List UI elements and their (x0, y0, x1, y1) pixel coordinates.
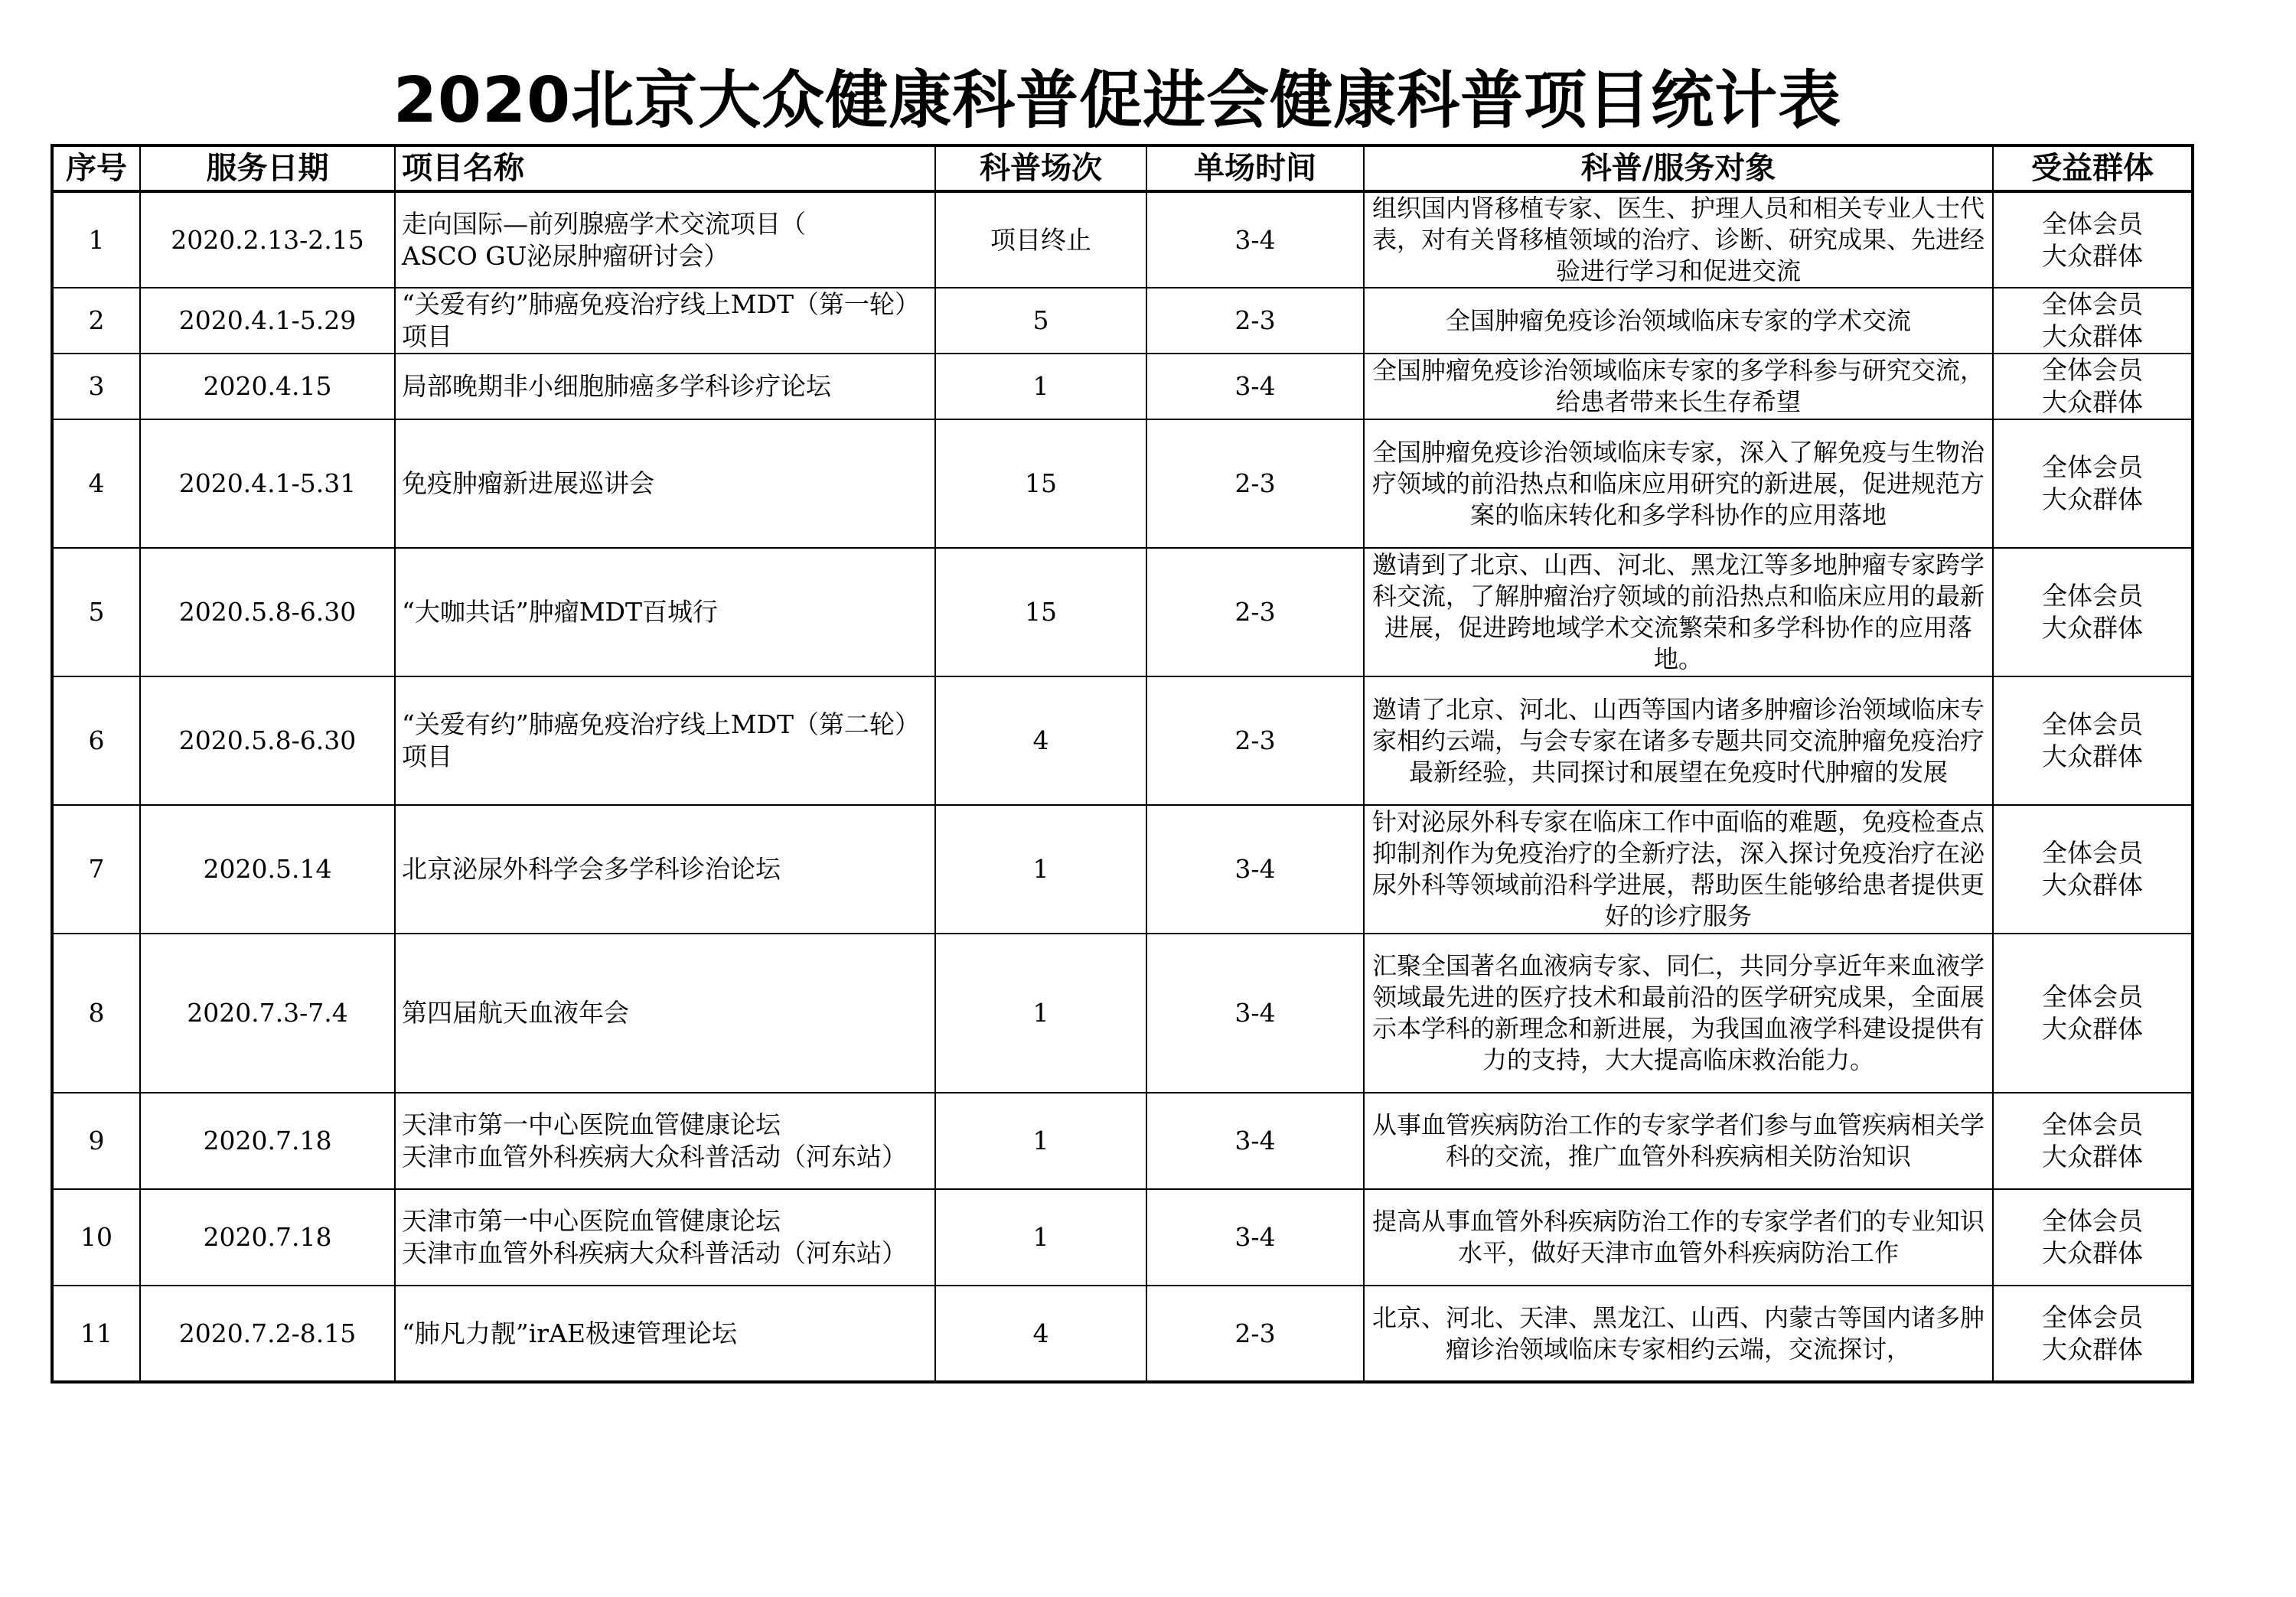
cell-beneficiary: 全体会员 大众群体 (1993, 419, 2193, 548)
cell-session-duration: 3-4 (1146, 1093, 1364, 1189)
cell-service-date: 2020.7.18 (140, 1189, 395, 1286)
cell-serial-no: 11 (52, 1286, 140, 1382)
cell-audience: 邀请了北京、河北、山西等国内诸多肿瘤诊治领域临床专家相约云端，与会专家在诸多专题共同交流肿瘤免疫治疗最新经验，共同探讨和展望在免疫时代肿瘤的发展 (1364, 676, 1993, 805)
header-beneficiary: 受益群体 (1993, 145, 2193, 191)
cell-serial-no: 7 (52, 805, 140, 934)
cell-project-name: 天津市第一中心医院血管健康论坛 天津市血管外科疾病大众科普活动（河东站） (395, 1093, 935, 1189)
cell-audience: 邀请到了北京、山西、河北、黑龙江等多地肿瘤专家跨学科交流，了解肿瘤治疗领域的前沿热点和临床应用的最新进展，促进跨地域学术交流繁荣和多学科协作的应用落地。 (1364, 548, 1993, 676)
cell-session-duration: 3-4 (1146, 191, 1364, 288)
cell-serial-no: 2 (52, 288, 140, 354)
cell-project-name: 天津市第一中心医院血管健康论坛 天津市血管外科疾病大众科普活动（河东站） (395, 1189, 935, 1286)
cell-serial-no: 1 (52, 191, 140, 288)
cell-service-date: 2020.5.8-6.30 (140, 548, 395, 676)
cell-service-date: 2020.4.1-5.31 (140, 419, 395, 548)
cell-beneficiary: 全体会员 大众群体 (1993, 1189, 2193, 1286)
cell-audience: 北京、河北、天津、黑龙江、山西、内蒙古等国内诸多肿瘤诊治领域临床专家相约云端，交流探讨， (1364, 1286, 1993, 1382)
table-header-row (52, 145, 2193, 191)
table-row (52, 191, 2193, 288)
header-service-date: 服务日期 (140, 145, 395, 191)
cell-beneficiary: 全体会员 大众群体 (1993, 548, 2193, 676)
table-row (52, 288, 2193, 354)
cell-service-date: 2020.5.14 (140, 805, 395, 934)
cell-serial-no: 6 (52, 676, 140, 805)
cell-beneficiary: 全体会员 大众群体 (1993, 676, 2193, 805)
cell-project-name: 局部晚期非小细胞肺癌多学科诊疗论坛 (395, 354, 935, 419)
cell-session-duration: 2-3 (1146, 676, 1364, 805)
table-row (52, 805, 2193, 934)
cell-project-name: “关爱有约”肺癌免疫治疗线上MDT（第一轮）项目 (395, 288, 935, 354)
cell-serial-no: 5 (52, 548, 140, 676)
cell-sessions: 1 (935, 354, 1146, 419)
cell-serial-no: 4 (52, 419, 140, 548)
header-serial-no: 序号 (52, 145, 140, 191)
cell-project-name: “肺凡力靓”irAE极速管理论坛 (395, 1286, 935, 1382)
cell-beneficiary: 全体会员 大众群体 (1993, 1286, 2193, 1382)
cell-audience: 全国肿瘤免疫诊治领域临床专家的学术交流 (1364, 288, 1993, 354)
cell-sessions: 15 (935, 419, 1146, 548)
cell-project-name: 走向国际—前列腺癌学术交流项目（ ASCO GU泌尿肿瘤研讨会） (395, 191, 935, 288)
page-title: 2020北京大众健康科普促进会健康科普项目统计表 (393, 64, 1842, 137)
cell-service-date: 2020.7.3-7.4 (140, 934, 395, 1093)
cell-audience: 全国肿瘤免疫诊治领域临床专家，深入了解免疫与生物治疗领域的前沿热点和临床应用研究的新进展，促进规范方案的临床转化和多学科协作的应用落地 (1364, 419, 1993, 548)
cell-serial-no: 3 (52, 354, 140, 419)
cell-beneficiary: 全体会员 大众群体 (1993, 934, 2193, 1093)
cell-serial-no: 8 (52, 934, 140, 1093)
cell-sessions: 4 (935, 676, 1146, 805)
cell-session-duration: 3-4 (1146, 934, 1364, 1093)
table-row (52, 1189, 2193, 1286)
cell-sessions: 1 (935, 1189, 1146, 1286)
cell-project-name: “关爱有约”肺癌免疫治疗线上MDT（第二轮）项目 (395, 676, 935, 805)
cell-audience: 提高从事血管外科疾病防治工作的专家学者们的专业知识水平，做好天津市血管外科疾病防治工作 (1364, 1189, 1993, 1286)
cell-service-date: 2020.2.13-2.15 (140, 191, 395, 288)
cell-audience: 汇聚全国著名血液病专家、同仁，共同分享近年来血液学领域最先进的医疗技术和最前沿的医学研究成果，全面展示本学科的新理念和新进展，为我国血液学科建设提供有力的支持，大大提高临床救治能力。 (1364, 934, 1993, 1093)
header-project-name: 项目名称 (395, 145, 935, 191)
cell-audience: 从事血管疾病防治工作的专家学者们参与血管疾病相关学科的交流，推广血管外科疾病相关防治知识 (1364, 1093, 1993, 1189)
cell-audience: 组织国内肾移植专家、医生、护理人员和相关专业人士代表，对有关肾移植领域的治疗、诊断、研究成果、先进经验进行学习和促进交流 (1364, 191, 1993, 288)
cell-sessions: 1 (935, 934, 1146, 1093)
cell-sessions: 1 (935, 805, 1146, 934)
cell-audience: 针对泌尿外科专家在临床工作中面临的难题，免疫检查点抑制剂作为免疫治疗的全新疗法，深入探讨免疫治疗在泌尿外科等领域前沿科学进展，帮助医生能够给患者提供更好的诊疗服务 (1364, 805, 1993, 934)
cell-session-duration: 3-4 (1146, 354, 1364, 419)
table-row (52, 354, 2193, 419)
cell-service-date: 2020.4.15 (140, 354, 395, 419)
statistics-table (51, 144, 2194, 1384)
cell-project-name: “大咖共话”肿瘤MDT百城行 (395, 548, 935, 676)
table-row (52, 1286, 2193, 1382)
cell-session-duration: 2-3 (1146, 419, 1364, 548)
cell-service-date: 2020.4.1-5.29 (140, 288, 395, 354)
cell-session-duration: 3-4 (1146, 1189, 1364, 1286)
cell-audience: 全国肿瘤免疫诊治领域临床专家的多学科参与研究交流，给患者带来长生存希望 (1364, 354, 1993, 419)
cell-session-duration: 2-3 (1146, 288, 1364, 354)
cell-project-name: 第四届航天血液年会 (395, 934, 935, 1093)
cell-sessions: 15 (935, 548, 1146, 676)
table-row (52, 934, 2193, 1093)
table-row (52, 419, 2193, 548)
cell-service-date: 2020.5.8-6.30 (140, 676, 395, 805)
cell-session-duration: 3-4 (1146, 805, 1364, 934)
header-sessions: 科普场次 (935, 145, 1146, 191)
table-row (52, 548, 2193, 676)
cell-sessions: 1 (935, 1093, 1146, 1189)
cell-project-name: 北京泌尿外科学会多学科诊治论坛 (395, 805, 935, 934)
cell-sessions: 项目终止 (935, 191, 1146, 288)
cell-sessions: 4 (935, 1286, 1146, 1382)
cell-project-name: 免疫肿瘤新进展巡讲会 (395, 419, 935, 548)
cell-serial-no: 10 (52, 1189, 140, 1286)
cell-beneficiary: 全体会员 大众群体 (1993, 1093, 2193, 1189)
cell-service-date: 2020.7.18 (140, 1093, 395, 1189)
cell-beneficiary: 全体会员 大众群体 (1993, 288, 2193, 354)
cell-service-date: 2020.7.2-8.15 (140, 1286, 395, 1382)
header-session-duration: 单场时间 (1146, 145, 1364, 191)
cell-session-duration: 2-3 (1146, 548, 1364, 676)
cell-beneficiary: 全体会员 大众群体 (1993, 354, 2193, 419)
cell-sessions: 5 (935, 288, 1146, 354)
cell-beneficiary: 全体会员 大众群体 (1993, 191, 2193, 288)
cell-session-duration: 2-3 (1146, 1286, 1364, 1382)
cell-beneficiary: 全体会员 大众群体 (1993, 805, 2193, 934)
table-row (52, 1093, 2193, 1189)
cell-serial-no: 9 (52, 1093, 140, 1189)
table-row (52, 676, 2193, 805)
header-audience: 科普/服务对象 (1364, 145, 1993, 191)
